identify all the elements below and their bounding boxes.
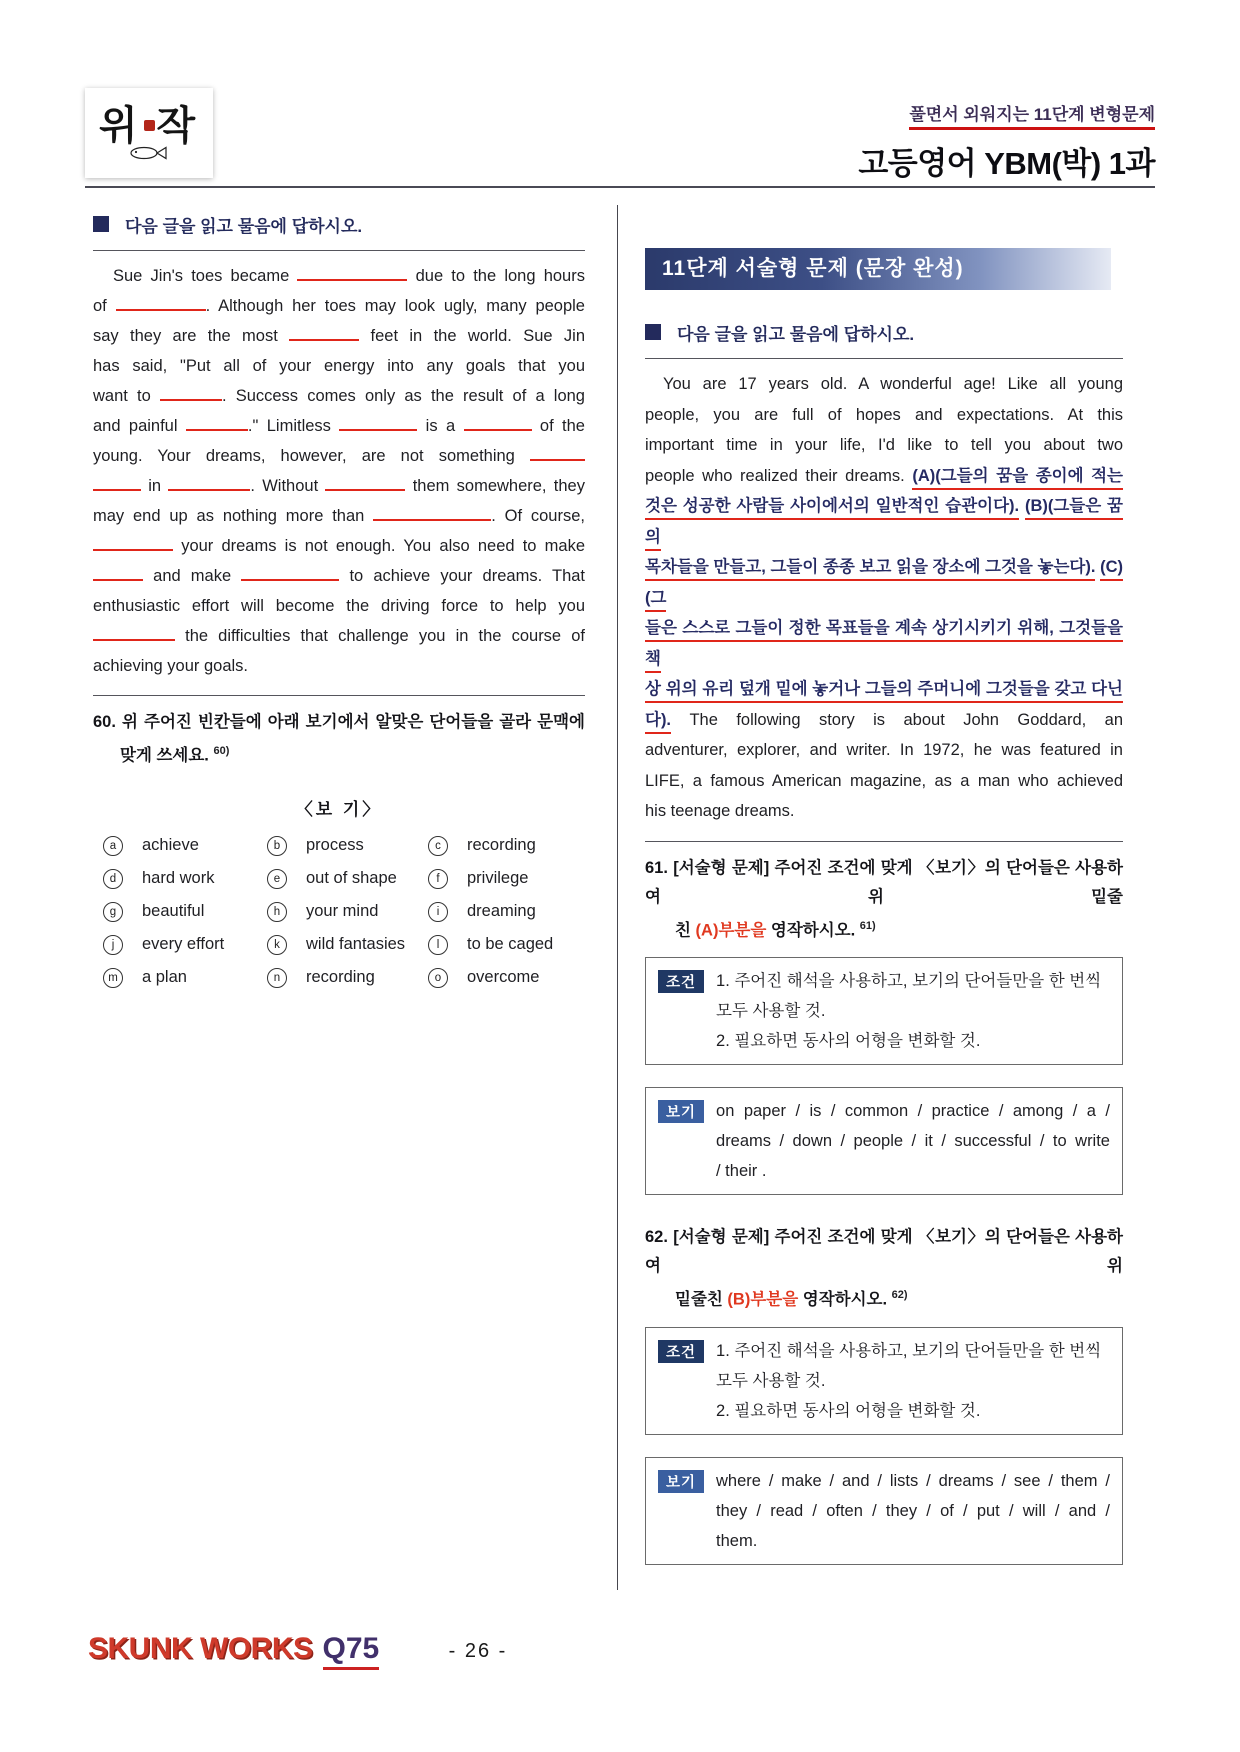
right-section-heading-label: 다음 글을 읽고 물음에 답하시오. [677,324,915,344]
text-segment: feet in the world. Sue Jin [370,327,586,345]
text-segment: 밑줄친 [675,1290,723,1309]
underlined-korean-text: 상 위의 유리 덮개 밑에 놓거나 그들의 주머니에 그것들을 갖고 다닌 [645,680,1123,703]
word-bank-line [716,1126,1110,1156]
fish-sketch-icon [127,145,171,160]
text-segment: Although her toes may look ugly, many people [218,297,585,315]
text-segment: important time in your life, I'd like to tell you about two [645,436,1123,454]
word-bank-letter: c [428,836,448,856]
text-segment: has said, "Put all of your energy into any goals that you [93,357,585,375]
footnote-mark: 60) [213,745,230,757]
passage-line [93,321,585,351]
text-segment: 2. 필요하면 동사의 어형을 변화할 것. [716,1032,981,1050]
text-segment: Of course, [504,507,585,525]
q62-condition-box [645,1327,1123,1435]
word-bank-letter: i [428,902,448,922]
footer-brand-edition: Q75 [323,1632,380,1670]
question-line [645,1223,1123,1281]
logo-seal-icon [144,120,155,131]
condition-line [716,1026,1110,1056]
section-divider [93,250,585,251]
question-60 [93,708,585,771]
text-segment: due to the long hours [415,267,585,285]
text-segment: 영작하시오. [802,1290,888,1309]
passage-line [645,461,1123,492]
passage-line [93,561,585,591]
passage-line [645,400,1123,431]
header-divider [85,186,1155,188]
passage-line [645,735,1123,766]
text-segment: dreams / down / people / it / successful / to write [716,1132,1110,1150]
word-bank-word: dreaming [467,902,536,920]
word-bank-letter: b [267,836,287,856]
word-bank-word: privilege [467,869,529,887]
text-segment: achieving your goals. [93,657,249,675]
word-bank-letter: a [103,836,123,856]
right-passage [645,369,1123,827]
text-segment: and make [153,567,232,585]
passage-line [645,766,1123,797]
word-bank-line [716,1466,1110,1496]
square-bullet-icon [645,324,661,340]
underlined-korean-text: 들은 스스로 그들이 정한 목표들을 계속 상기시키기 위해, 그것들을 책 [645,619,1123,673]
logo-calligraphy [98,101,200,149]
word-bank-word: beautiful [142,902,205,920]
word-bank-letter: l [428,935,448,955]
word-bank-line [716,1526,1110,1556]
answer-blank [530,447,585,465]
left-section-heading [93,212,585,236]
passage-line [645,705,1123,736]
passage-line [93,441,585,471]
condition-line [716,1336,1110,1396]
passage-line [93,411,585,441]
right-column [645,248,1123,1565]
red-highlight-text: (A)부분을 [695,921,767,939]
text-segment: 62. [645,1228,668,1246]
q61-word-lines [716,1096,1110,1186]
passage-line [645,552,1123,613]
condition-line [716,1396,1110,1426]
text-segment: 영작하시오. [770,921,856,939]
text-segment: people who realized their dreams. [645,466,905,485]
text-segment: the difficulties that challenge you in the course of [185,627,585,645]
text-segment: 위 주어진 빈칸들에 아래 보기에서 알맞은 단어들을 골라 문맥에 [122,713,585,731]
question-line [645,854,1123,912]
passage-line [645,613,1123,674]
text-segment: want to [93,387,151,405]
answer-blank: . [116,297,211,315]
text-segment: them somewhere, they [412,477,585,495]
text-segment: 2. 필요하면 동사의 어형을 변화할 것. [716,1401,981,1420]
question-61 [645,854,1123,946]
answer-blank: . [373,507,496,525]
text-segment: 1. 주어진 해석을 사용하고, 보기의 단어들만을 한 번씩 모두 사용할 것. [716,1341,1102,1390]
left-column [93,212,585,988]
word-bank-word: recording [306,968,375,986]
answer-blank [464,417,532,435]
q62-word-box [645,1457,1123,1565]
passage-line [645,796,1123,827]
underlined-korean-text: 목차들을 만들고, 그들이 종종 보고 읽을 장소에 그것을 놓는다). [645,558,1095,581]
text-segment: people, you are full of hopes and expectations. At this [645,405,1123,424]
text-segment: Success comes only as the result of a long [235,387,585,405]
word-bank-letter: h [267,902,287,922]
word-bank-title: 〈보 기〉 [295,799,383,819]
underlined-korean-text: 것은 성공한 사람들 사이에서의 일반적인 습관이다). [645,497,1019,520]
text-segment: they / read / often / they / of / put / will / and / [716,1501,1110,1520]
red-highlight-text: (B)부분을 [727,1290,799,1309]
section-divider [645,841,1123,842]
series-subtitle: 풀면서 외워지는 11단계 변형문제 [909,100,1155,130]
text-segment: say they are the most [93,327,278,345]
text-segment: of [93,297,107,315]
passage-line [93,261,585,291]
logo-char-left: 위 [98,101,142,149]
text-segment: You are 17 years old. A wonderful age! Like all young [663,375,1123,393]
text-segment: may end up as nothing more than [93,507,365,525]
text-segment: them. [716,1531,758,1550]
word-bank-badge: 보기 [658,1100,704,1123]
word-bank-badge: 보기 [658,1470,704,1493]
word-bank-word: achieve [142,836,199,854]
word-bank-letter: m [103,968,123,988]
passage-line [93,621,585,651]
question-line [645,912,1123,946]
q61-condition-box [645,957,1123,1065]
condition-line [716,966,1110,1026]
text-segment: [서술형 문제] 주어진 조건에 맞게 〈보기〉의 단어들은 사용하여 위 [645,1228,1123,1275]
text-segment: 맞게 쓰세요. [120,746,209,765]
word-bank-word: out of shape [306,869,397,887]
question-line [645,1281,1123,1315]
left-passage [93,261,585,681]
answer-blank: . [168,477,255,495]
passage-line [645,430,1123,461]
underlined-korean-text: 다). [645,711,671,734]
word-bank-letter: e [267,869,287,889]
word-bank-word: hard work [142,869,215,887]
answer-blank [325,477,405,495]
word-bank-letter: j [103,935,123,955]
word-bank-line [716,1156,1110,1186]
passage-line [645,491,1123,552]
word-bank-grid [93,836,585,988]
word-bank-letter: o [428,968,448,988]
text-segment: in [148,477,162,495]
word-bank-line [716,1096,1110,1126]
passage-line [93,591,585,621]
text-segment: 60. [93,713,116,731]
word-bank-letter: f [428,869,448,889]
passage-line [93,501,585,531]
text-segment: and painful [93,417,178,435]
section-divider [93,695,585,696]
footnote-mark: 61) [859,919,876,932]
word-bank-letter: k [267,935,287,955]
answer-blank [93,537,173,555]
word-bank-word: recording [467,836,536,854]
answer-blank: . [160,387,227,405]
underlined-korean-text: (B)(그들은 꿈의 [645,497,1123,551]
answer-blank: ." [186,417,258,435]
passage-line [93,291,585,321]
text-segment: / their . [716,1162,767,1180]
word-bank-word: every effort [142,935,225,953]
text-segment: is a [425,417,456,435]
publisher-logo [85,88,213,178]
text-segment: Without [262,477,319,495]
text-segment: The following story is about John Goddard, an [689,710,1123,729]
passage-line [93,471,585,501]
text-segment: young. Your dreams, however, are not something [93,447,515,465]
passage-line [645,674,1123,705]
answer-blank [93,567,143,585]
text-segment: where / make / and / lists / dreams / see / them / [716,1471,1110,1490]
question-line [93,708,585,737]
word-bank-word: process [306,836,364,854]
underlined-korean-text: (C)(그 [645,558,1123,612]
text-segment: 1. 주어진 해석을 사용하고, 보기의 단어들만을 한 번씩 모두 사용할 것. [716,972,1102,1020]
q61-word-box [645,1087,1123,1195]
left-section-heading-label: 다음 글을 읽고 물음에 답하시오. [125,216,363,236]
word-bank-word: overcome [467,968,540,986]
word-bank-line [716,1496,1110,1526]
text-segment: your dreams is not enough. You also need to make [181,537,586,555]
footnote-mark: 62) [891,1289,908,1301]
text-segment: Sue Jin's toes became [113,267,290,285]
word-bank-letter: n [267,968,287,988]
answer-blank [297,267,407,285]
text-segment: enthusiastic effort will become the driving force to help you [93,597,585,615]
word-bank-letter: g [103,902,123,922]
q62-condition-lines [716,1336,1110,1426]
passage-line [93,531,585,561]
word-bank-word: wild fantasies [306,935,406,953]
page-number: - 26 - [448,1640,508,1662]
answer-blank [241,567,339,585]
condition-badge: 조건 [658,1340,704,1363]
section-banner: 11단계 서술형 문제 (문장 완성) [645,248,1111,290]
question-62 [645,1223,1123,1315]
text-segment: adventurer, explorer, and writer. In 1972, he was featured in [645,741,1123,759]
text-segment: his teenage dreams. [645,802,795,820]
word-bank-word: a plan [142,968,187,986]
q62-word-lines [716,1466,1110,1556]
word-bank-word: your mind [306,902,379,920]
answer-blank [93,477,141,495]
footer-brand-name: SKUNK WORKS [88,1632,313,1665]
condition-badge: 조건 [658,970,704,993]
logo-char-right: 작 [156,101,200,149]
square-bullet-icon [93,216,109,232]
passage-line [93,381,585,411]
text-segment: to achieve your dreams. That [349,567,586,585]
q61-condition-lines [716,966,1110,1056]
word-bank-letter: d [103,869,123,889]
text-segment: 61. [645,858,668,877]
text-segment: LIFE, a famous American magazine, as a man who achieved [645,771,1123,790]
section-divider [645,358,1123,359]
question-line [93,737,585,771]
footer-brand [88,1632,379,1670]
passage-line [93,351,585,381]
text-segment: of the [539,417,585,435]
right-section-heading [645,320,1123,344]
answer-blank [93,627,175,645]
page-title: 고등영어 YBM(박) 1과 [858,146,1155,181]
passage-line [645,369,1123,400]
text-segment: on paper / is / common / practice / among / a / [716,1102,1110,1120]
text-segment: 친 [675,921,691,939]
underlined-korean-text: (A)(그들의 꿈을 종이에 적는 [912,467,1123,490]
passage-line [93,651,585,681]
text-segment: [서술형 문제] 주어진 조건에 맞게 〈보기〉의 단어들은 사용하여 위 밑줄 [645,858,1123,906]
text-segment: Limitless [266,417,331,435]
answer-blank [339,417,417,435]
answer-blank [289,327,359,345]
word-bank-word: to be caged [467,935,554,953]
column-divider [617,205,618,1590]
